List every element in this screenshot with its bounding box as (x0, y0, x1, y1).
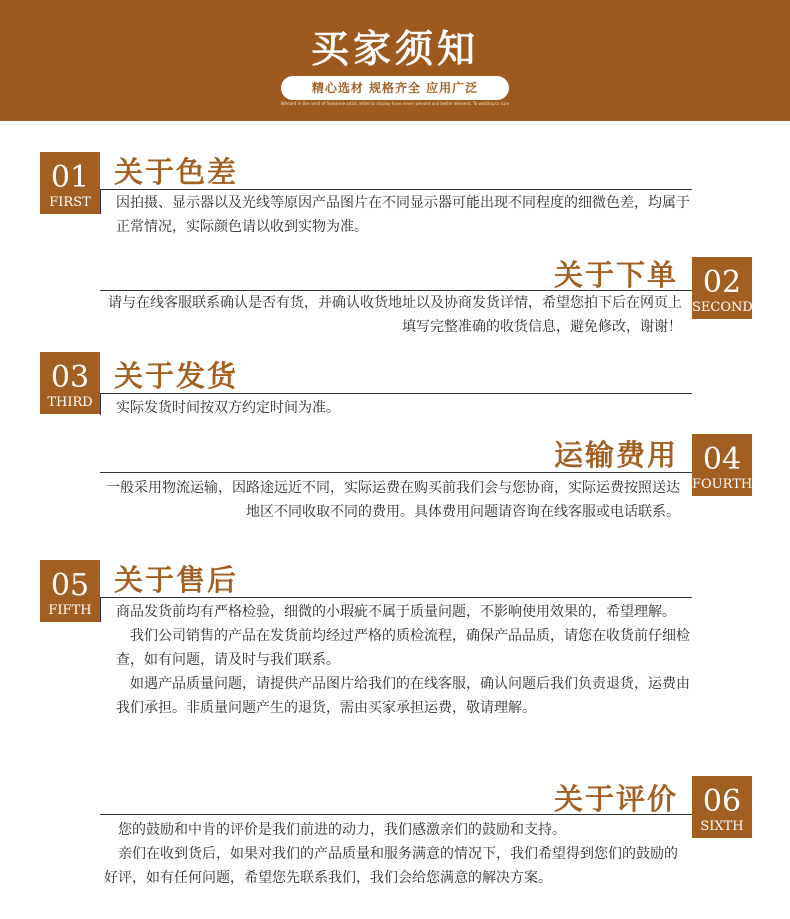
section-badge (40, 560, 100, 622)
section-divider (100, 472, 692, 473)
section-number: 06 (702, 784, 742, 819)
section-number: 05 (50, 568, 90, 603)
section-body (104, 818, 680, 890)
section-divider (100, 189, 692, 190)
section-divider (100, 597, 692, 598)
section-body (116, 600, 696, 720)
section-badge (692, 434, 752, 496)
section-word: SECOND (692, 300, 753, 315)
section-paragraph: 商品发货前均有严格检验，细微的小瑕疵不属于质量问题，不影响使用效果的，希望理解。 (116, 604, 676, 620)
section-paragraph: 一般采用物流运输，因路途远近不同，实际运费在购买前我们会与您协商，实际运费按照送达地区不同收取不同的费用。具体费用问题请咨询在线客服或电话联系。 (106, 480, 680, 520)
fine-print: Wheard in the need of Sewanne artist, while to display have never wheard and better element. To wasting to sure (280, 101, 510, 106)
section-paragraph: 我们公司销售的产品在发货前均经过严格的质检流程，确保产品品质，请您在收货前仔细检查，如有问题，请及时与我们联系。 (116, 628, 690, 668)
section-title: 关于评价 (554, 782, 679, 816)
section-divider (100, 393, 692, 394)
section-paragraph: 您的鼓励和中肯的评价是我们前进的动力，我们感激亲们的鼓励和支持。 (118, 822, 566, 838)
section-badge (692, 776, 752, 838)
section-number: 04 (702, 442, 742, 477)
section-badge (40, 152, 100, 214)
header-banner (0, 0, 790, 121)
section-body (116, 396, 696, 420)
section-paragraph: 因拍摄、显示器以及光线等原因产品图片在不同显示器可能出现不同程度的细微色差，均属于正常情况，实际颜色请以收到实物为准。 (116, 195, 690, 235)
section-title: 关于色差 (114, 155, 239, 189)
section-word: FOURTH (692, 477, 753, 492)
section-paragraph: 请与在线客服联系确认是否有货，并确认收货地址以及协商发货详情，希望您拍下后在网页上填写完整准确的收货信息，避免修改，谢谢！ (108, 295, 682, 335)
section-badge (40, 352, 100, 414)
page-title: 买家须知 (310, 27, 479, 71)
section-paragraph: 如遇产品质量问题，请提供产品图片给我们的在线客服，确认问题后我们负责退货，运费由我们承担。非质量问题产生的退货，需由买家承担运费，敬请理解。 (116, 676, 690, 716)
section-number: 01 (50, 160, 90, 195)
section-number: 03 (50, 360, 90, 395)
section-paragraph: 亲们在收到货后，如果对我们的产品质量和服务满意的情况下，我们希望得到您们的鼓励的好评，如有任何问题，希望您先联系我们，我们会给您满意的解决方案。 (104, 846, 678, 886)
section-word: FIFTH (48, 603, 92, 618)
section-word: THIRD (47, 395, 93, 410)
section-badge (692, 257, 752, 319)
section-divider (100, 814, 692, 815)
section-body (116, 191, 696, 239)
section-word: SIXTH (700, 819, 744, 834)
section-title: 运输费用 (554, 438, 679, 472)
section-divider-vertical (100, 393, 101, 415)
section-divider-vertical (100, 597, 101, 622)
section-title: 关于发货 (114, 359, 239, 393)
section-number: 02 (702, 265, 742, 300)
section-divider-vertical (100, 189, 101, 214)
section-paragraph: 实际发货时间按双方约定时间为准。 (116, 400, 340, 416)
section-word: FIRST (49, 195, 91, 210)
section-title: 关于售后 (114, 563, 239, 597)
section-body (102, 476, 680, 524)
tagline-pill: 精心选材 规格齐全 应用广泛 (281, 76, 509, 100)
section-body (102, 291, 682, 339)
section-title: 关于下单 (554, 258, 679, 292)
